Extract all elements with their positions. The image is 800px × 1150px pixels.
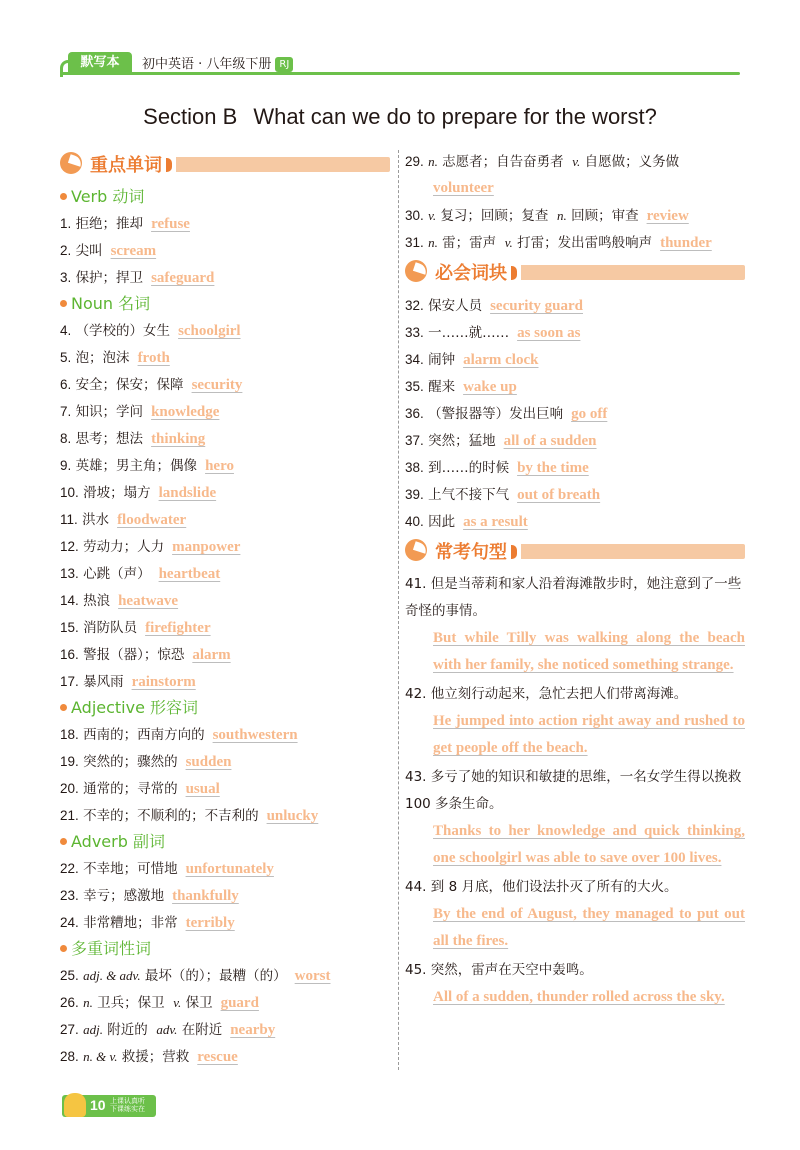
header-tag: 默写本 bbox=[68, 52, 132, 74]
sentence-en: By the end of August, they managed to put out all the fires. bbox=[433, 906, 745, 949]
list-item: 26. n. 卫兵；保卫 v. 保卫 guard bbox=[60, 995, 259, 1011]
title-section: Section B bbox=[143, 104, 238, 129]
group-heading-multi: 多重词性词 bbox=[60, 936, 390, 962]
group-heading-adverb: Adverb 副词 bbox=[60, 829, 390, 855]
list-item: 32. 保安人员 security guard bbox=[405, 298, 583, 314]
left-column bbox=[60, 148, 390, 1070]
list-item: 30. v. 复习；回顾；复查 n. 回顾；审查 review bbox=[405, 208, 689, 224]
list-item: 35. 醒来 wake up bbox=[405, 379, 517, 395]
bullet-icon bbox=[60, 704, 67, 711]
mascot-icon bbox=[64, 1093, 86, 1117]
section-title: 必会词块 bbox=[435, 263, 507, 284]
list-item: 4. （学校的）女生 schoolgirl bbox=[60, 323, 241, 339]
list-item: 38. 到……的时候 by the time bbox=[405, 460, 589, 476]
list-item: 5. 泡；泡沫 froth bbox=[60, 350, 170, 366]
list-item: 22. 不幸地；可惜地 unfortunately bbox=[60, 861, 274, 877]
list-item: 36. （警报器等）发出巨响 go off bbox=[405, 406, 608, 422]
section-title: 常考句型 bbox=[435, 542, 507, 563]
list-item: 13. 心跳（声） heartbeat bbox=[60, 566, 221, 582]
title-question: What can we do to prepare for the worst? bbox=[253, 104, 657, 129]
section-header-words bbox=[60, 150, 390, 178]
section-header-sentences bbox=[405, 537, 745, 565]
list-item: 11. 洪水 floodwater bbox=[60, 512, 187, 528]
list-item: 39. 上气不接下气 out of breath bbox=[405, 487, 601, 503]
column-divider bbox=[398, 150, 399, 1070]
pacman-icon bbox=[60, 152, 82, 174]
sentence-en: Thanks to her knowledge and quick thinking, one schoolgirl was able to save over 100 lives. bbox=[433, 823, 745, 866]
group-heading-noun: Noun 名词 bbox=[60, 291, 390, 317]
sentence-item bbox=[405, 764, 745, 872]
list-item: 18. 西南的；西南方向的 southwestern bbox=[60, 727, 298, 743]
sentence-en: But while Tilly was walking along the beach with her family, she noticed something strange. bbox=[433, 630, 745, 673]
list-item: 17. 暴风雨 rainstorm bbox=[60, 674, 196, 690]
page-header bbox=[60, 50, 740, 80]
sentence-zh: 45. 突然，雷声在天空中轰鸣。 bbox=[405, 962, 593, 978]
list-item: 33. 一……就…… as soon as bbox=[405, 325, 581, 341]
sentence-item bbox=[405, 571, 745, 679]
section-title: 重点单词 bbox=[90, 155, 162, 176]
list-item: 14. 热浪 heatwave bbox=[60, 593, 179, 609]
sentence-item bbox=[405, 874, 745, 955]
list-item: 27. adj. 附近的 adv. 在附近 nearby bbox=[60, 1022, 276, 1038]
list-item: 24. 非常糟地；非常 terribly bbox=[60, 915, 235, 931]
list-item: 25. adj. & adv. 最坏（的）；最糟（的） worst bbox=[60, 968, 331, 984]
list-item: 31. n. 雷；雷声 v. 打雷；发出雷鸣般响声 thunder bbox=[405, 235, 712, 251]
sentence-item bbox=[405, 681, 745, 762]
list-item: 40. 因此 as a result bbox=[405, 514, 528, 530]
list-item: 2. 尖叫 scream bbox=[60, 243, 157, 259]
list-item-continuation: volunteer bbox=[433, 180, 494, 196]
bullet-icon bbox=[60, 945, 67, 952]
header-rule bbox=[60, 72, 740, 75]
subtitle-text: 初中英语 · 八年级下册 bbox=[142, 57, 272, 72]
list-item: 21. 不幸的；不顺利的；不吉利的 unlucky bbox=[60, 808, 319, 824]
sentence-zh: 43. 多亏了她的知识和敏捷的思维，一名女学生得以挽救 100 多条生命。 bbox=[405, 769, 742, 812]
page-title bbox=[0, 104, 800, 130]
sentence-en: He jumped into action right away and rushed to get people off the beach. bbox=[433, 713, 745, 756]
pacman-icon bbox=[405, 260, 427, 282]
group-heading-verb: Verb 动词 bbox=[60, 184, 390, 210]
list-item: 37. 突然；猛地 all of a sudden bbox=[405, 433, 597, 449]
pacman-icon bbox=[405, 539, 427, 561]
bullet-icon bbox=[60, 300, 67, 307]
sentence-zh: 42. 他立刻行动起来，急忙去把人们带离海滩。 bbox=[405, 686, 688, 702]
list-item: 9. 英雄；男主角；偶像 hero bbox=[60, 458, 234, 474]
list-item: 29. n. 志愿者；自告奋勇者 v. 自愿做；义务做 bbox=[405, 154, 680, 170]
right-column bbox=[405, 148, 745, 1011]
footer-slogan: 上课认真听 下课练实在 bbox=[110, 1097, 145, 1113]
list-item: 3. 保护；捍卫 safeguard bbox=[60, 270, 215, 286]
sentence-zh: 41. 但是当蒂莉和家人沿着海滩散步时，她注意到了一些奇怪的事情。 bbox=[405, 576, 742, 619]
page-number: 10 bbox=[90, 1097, 106, 1113]
edition-badge: RJ bbox=[275, 57, 293, 72]
group-heading-adjective: Adjective 形容词 bbox=[60, 695, 390, 721]
list-item: 20. 通常的；寻常的 usual bbox=[60, 781, 220, 797]
header-subtitle bbox=[142, 53, 293, 72]
list-item: 1. 拒绝；推却 refuse bbox=[60, 216, 190, 232]
list-item: 10. 滑坡；塌方 landslide bbox=[60, 485, 217, 501]
list-item: 19. 突然的；骤然的 sudden bbox=[60, 754, 232, 770]
page-footer bbox=[62, 1095, 156, 1117]
list-item: 15. 消防队员 firefighter bbox=[60, 620, 211, 636]
section-header-phrases bbox=[405, 258, 745, 286]
list-item: 28. n. & v. 救援；营救 rescue bbox=[60, 1049, 238, 1065]
list-item: 16. 警报（器）；惊恐 alarm bbox=[60, 647, 231, 663]
list-item: 8. 思考；想法 thinking bbox=[60, 431, 206, 447]
list-item: 6. 安全；保安；保障 security bbox=[60, 377, 243, 393]
sentence-zh: 44. 到 8 月底，他们设法扑灭了所有的大火。 bbox=[405, 879, 678, 895]
sentence-en: All of a sudden, thunder rolled across the sky. bbox=[433, 989, 725, 1005]
list-item: 23. 幸亏；感激地 thankfully bbox=[60, 888, 239, 904]
bullet-icon bbox=[60, 193, 67, 200]
list-item: 12. 劳动力；人力 manpower bbox=[60, 539, 241, 555]
sentence-item bbox=[405, 957, 745, 1011]
list-item: 7. 知识；学问 knowledge bbox=[60, 404, 220, 420]
bullet-icon bbox=[60, 838, 67, 845]
list-item: 34. 闹钟 alarm clock bbox=[405, 352, 539, 368]
